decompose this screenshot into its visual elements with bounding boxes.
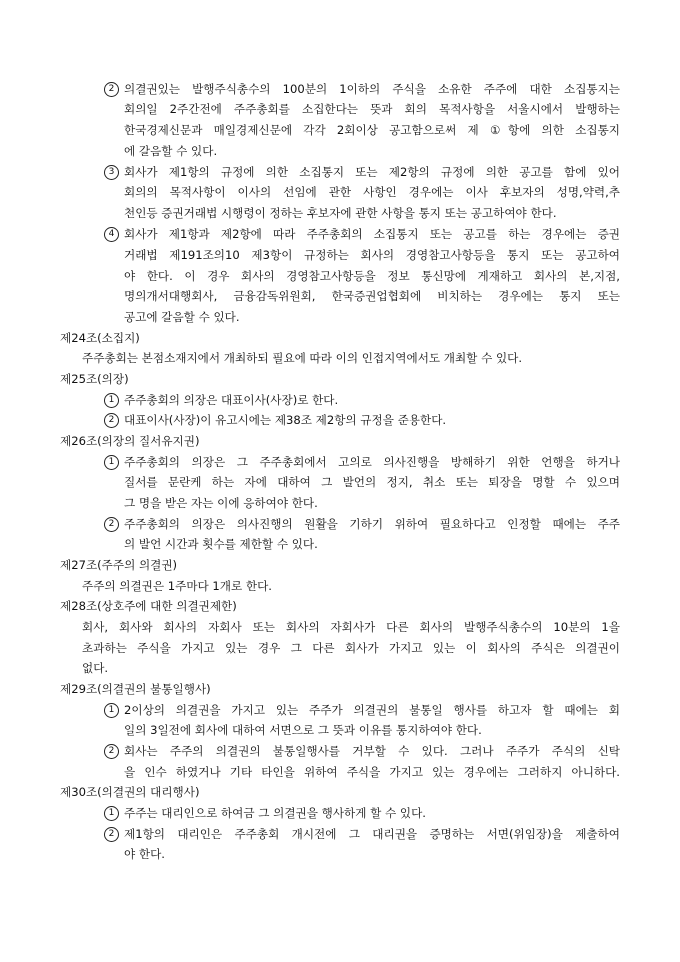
article-title: 제25조(의장) (60, 372, 129, 386)
paragraph-line: 회의일 2주간전에 주주총회를 소집한다는 뜻과 회의 목적사항을 서울시에서 발행하는 (124, 102, 620, 116)
paragraph-line: 회사가 제1항의 규정에 의한 소집통지 또는 제2항의 규정에 의한 공고를 함에 있어 (124, 165, 620, 179)
paragraph-line: 그 명을 받은 자는 이에 응하여야 한다. (124, 496, 318, 510)
circled-number-3: 3 (104, 165, 119, 180)
circled-number-1: 1 (104, 455, 119, 470)
article-body: 주주총회는 본점소재지에서 개최하되 필요에 따라 이의 인접지역에서도 개최할 수 있다. (82, 351, 523, 365)
circled-number-1: 1 (104, 703, 119, 718)
paragraph-line: 주주총회의 의장은 의사진행의 원활을 기하기 위하여 필요하다고 인정할 때에는 주주 (124, 517, 620, 531)
article-title: 제29조(의결권의 불통일행사) (60, 682, 211, 696)
paragraph-line: 회의의 목적사항이 이사의 선임에 관한 사항인 경우에는 이사 후보자의 성명,약력,추 (124, 185, 620, 199)
circled-number-1: 1 (104, 393, 119, 408)
article-title: 제30조(의결권의 대리행사) (60, 785, 200, 799)
article-body: 주주의 의결권은 1주마다 1개로 한다. (82, 579, 272, 593)
article-title: 제28조(상호주에 대한 의결권제한) (60, 599, 237, 613)
circled-number-2: 2 (104, 82, 119, 97)
circled-number-1: 1 (104, 806, 119, 821)
paragraph-line: 2이상의 의결권을 가지고 있는 주주가 의결권의 불통일 행사를 하고자 할 때에는 회 (124, 703, 620, 717)
paragraph-line: 초과하는 주식을 가지고 있는 경우 그 다른 회사가 가지고 있는 이 회사의 주식은 의결권이 (82, 641, 620, 655)
paragraph-line: 거래법 제191조의10 제3항이 규정하는 회사의 경영참고사항등을 통지 또는 공고하여 (124, 248, 620, 262)
paragraph-line: 의결권있는 발행주식총수의 100분의 1이하의 주식을 소유한 주주에 대한 소집통지는 (124, 82, 620, 96)
paragraph-line: 주주총회의 의장은 대표이사(사장)로 한다. (124, 393, 339, 407)
paragraph-line: 을 인수 하였거나 기타 타인을 위하여 주식을 가지고 있는 경우에는 그러하지 아니하다. (124, 765, 620, 779)
paragraph-line: 회사는 주주의 의결권의 불통일행사를 거부할 수 있다. 그러나 주주가 주식의 신탁 (124, 744, 620, 758)
circled-number-2: 2 (104, 744, 119, 759)
paragraph-line: 없다. (82, 661, 109, 675)
circled-number-4: 4 (104, 227, 119, 242)
paragraph-line: 회사가 제1항과 제2항에 따라 주주총회의 소집통지 또는 공고를 하는 경우에는 증권 (124, 227, 620, 241)
circled-number-2: 2 (104, 517, 119, 532)
article-title: 제27조(주주의 의결권) (60, 558, 178, 572)
paragraph-line: 의 발언 시간과 횟수를 제한할 수 있다. (124, 537, 318, 551)
paragraph-line: 질서를 문란케 하는 자에 대하여 그 발언의 정지, 취소 또는 퇴장을 명할 수 있으며 (124, 475, 620, 489)
paragraph-line: 일의 3일전에 회사에 대하여 서면으로 그 뜻과 이유를 통지하여야 한다. (124, 723, 482, 737)
paragraph-line: 한국경제신문과 매일경제신문에 각각 2회이상 공고함으로써 제 ①항에 의한 소집통지 (124, 123, 620, 137)
paragraph-line: 천인등 증권거래법 시행령이 정하는 후보자에 관한 사항을 통지 또는 공고하여야 한다. (124, 206, 557, 220)
paragraph-line: 주주총회의 의장은 그 주주총회에서 고의로 의사진행을 방해하기 위한 언행을 하거나 (124, 455, 620, 469)
paragraph-line: 제1항의 대리인은 주주총회 개시전에 그 대리권을 증명하는 서면(위임장)을 제출하여 (124, 827, 620, 841)
paragraph-line: 주주는 대리인으로 하여금 그 의결권을 행사하게 할 수 있다. (124, 806, 426, 820)
article-title: 제24조(소집지) (60, 331, 140, 345)
article-title: 제26조(의장의 질서유지권) (60, 434, 200, 448)
paragraph-line: 회사, 회사와 회사의 자회사 또는 회사의 자회사가 다른 회사의 발행주식총수의 10분의 1을 (82, 620, 620, 634)
paragraph-line: 에 갈음할 수 있다. (124, 144, 218, 158)
paragraph-line: 야 한다. (124, 847, 165, 861)
paragraph-line: 야 한다. 이 경우 회사의 경영참고사항등을 정보 통신망에 게재하고 회사의 본,지점, (124, 269, 620, 283)
circled-number-2: 2 (104, 413, 119, 428)
paragraph-line: 명의개서대행회사, 금융감독위원회, 한국증권업협회에 비치하는 경우에는 통지 또는 (124, 289, 620, 303)
circled-number-2: 2 (104, 827, 119, 842)
paragraph-line: 대표이사(사장)이 유고시에는 제38조 제2항의 규정을 준용한다. (124, 413, 447, 427)
paragraph-line: 공고에 갈음할 수 있다. (124, 310, 240, 324)
